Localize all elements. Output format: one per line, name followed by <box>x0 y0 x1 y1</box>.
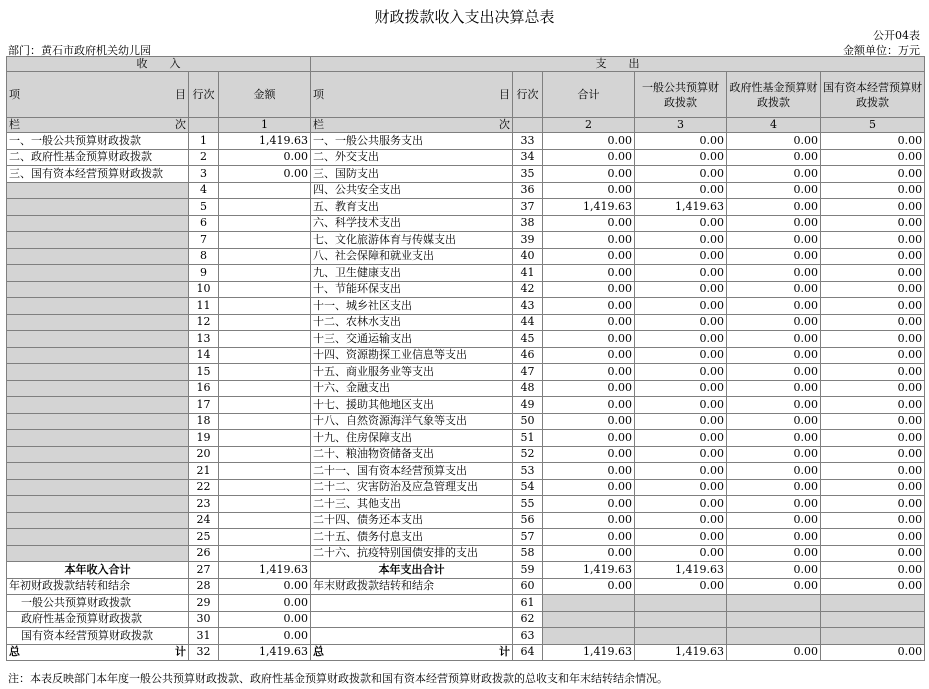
income-rowno-cell: 6 <box>189 215 219 232</box>
general-budget-cell: 0.00 <box>635 314 727 331</box>
income-item-cell <box>7 512 189 529</box>
expense-total-cell: 0.00 <box>543 545 635 562</box>
table-row <box>7 166 925 183</box>
expense-item-cell: 二十五、债务付息支出 <box>311 529 513 546</box>
table-row <box>7 545 925 562</box>
table-row <box>7 331 925 348</box>
expense-total-cell: 0.00 <box>543 430 635 447</box>
expense-rowno-cell: 57 <box>513 529 543 546</box>
expense-total-label: 本年支出合计 <box>311 562 513 579</box>
income-item-cell <box>7 232 189 249</box>
gov-fund-cell: 0.00 <box>727 298 821 315</box>
col-num-1: 1 <box>219 118 311 133</box>
table-row <box>7 364 925 381</box>
general-budget-cell: 0.00 <box>635 298 727 315</box>
income-amount-cell <box>219 232 311 249</box>
table-row <box>7 463 925 480</box>
state-capital-cell: 0.00 <box>821 215 925 232</box>
expense-rowno-cell: 49 <box>513 397 543 414</box>
expense-item-cell: 六、科学技术支出 <box>311 215 513 232</box>
page-title: 财政拨款收入支出决算总表 <box>374 8 555 26</box>
gov-fund-cell: 0.00 <box>727 166 821 183</box>
income-amount-cell <box>219 479 311 496</box>
income-item-cell: 二、政府性基金预算财政拨款 <box>7 149 189 166</box>
income-total-label: 本年收入合计 <box>7 562 189 579</box>
expense-item-cell: 十五、商业服务业等支出 <box>311 364 513 381</box>
expense-total-cell: 0.00 <box>543 314 635 331</box>
gov-fund-cell: 0.00 <box>727 430 821 447</box>
income-item-cell <box>7 364 189 381</box>
grand-total-label: 总 计 <box>7 644 189 661</box>
gov-fund-cell: 0.00 <box>727 446 821 463</box>
income-item-cell <box>7 496 189 513</box>
gov-fund-cell: 0.00 <box>727 413 821 430</box>
gov-fund-cell: 0.00 <box>727 265 821 282</box>
general-budget-cell: 0.00 <box>635 265 727 282</box>
income-rowno-cell: 17 <box>189 397 219 414</box>
state-capital-cell: 0.00 <box>821 446 925 463</box>
expense-total-cell: 0.00 <box>543 215 635 232</box>
income-rowno-cell: 5 <box>189 199 219 216</box>
expense-item-cell: 二十六、抗疫特别国债安排的支出 <box>311 545 513 562</box>
income-amount-cell <box>219 446 311 463</box>
table-row <box>7 397 925 414</box>
expense-total-cell: 0.00 <box>543 380 635 397</box>
expense-total-cell: 0.00 <box>543 265 635 282</box>
expense-total-header: 合计 <box>543 72 635 118</box>
income-item-cell <box>7 199 189 216</box>
table-row <box>7 347 925 364</box>
expense-item-cell: 五、教育支出 <box>311 199 513 216</box>
gov-fund-cell: 0.00 <box>727 545 821 562</box>
col-num-4: 4 <box>727 118 821 133</box>
income-rowno-cell: 21 <box>189 463 219 480</box>
expense-rowno-cell: 33 <box>513 133 543 150</box>
expense-total-cell: 0.00 <box>543 479 635 496</box>
state-capital-cell: 0.00 <box>821 545 925 562</box>
expense-item-cell: 二十三、其他支出 <box>311 496 513 513</box>
expense-rowno-cell: 53 <box>513 463 543 480</box>
general-budget-cell: 0.00 <box>635 364 727 381</box>
gov-fund-cell: 0.00 <box>727 496 821 513</box>
general-budget-cell: 0.00 <box>635 512 727 529</box>
general-budget-cell: 0.00 <box>635 133 727 150</box>
income-header: 收 入 <box>7 57 311 72</box>
income-item-cell <box>7 182 189 199</box>
table-row <box>7 479 925 496</box>
income-amount-cell <box>219 529 311 546</box>
gov-fund-cell: 0.00 <box>727 199 821 216</box>
general-budget-cell: 0.00 <box>635 446 727 463</box>
general-budget-cell: 0.00 <box>635 413 727 430</box>
expense-rowno-cell: 47 <box>513 364 543 381</box>
expense-item-header: 项 目 <box>311 72 513 118</box>
general-budget-cell: 0.00 <box>635 248 727 265</box>
state-capital-cell: 0.00 <box>821 149 925 166</box>
income-rowno-cell: 20 <box>189 446 219 463</box>
general-budget-cell: 1,419.63 <box>635 199 727 216</box>
expense-item-cell: 一、一般公共服务支出 <box>311 133 513 150</box>
expense-item-cell: 十八、自然资源海洋气象等支出 <box>311 413 513 430</box>
income-amount-header: 金额 <box>219 72 311 118</box>
income-item-cell <box>7 430 189 447</box>
expense-item-cell: 二、外交支出 <box>311 149 513 166</box>
fiscal-summary-table <box>6 56 925 661</box>
table-row <box>7 314 925 331</box>
carryover-row: 年初财政拨款结转和结余 28 0.00 年末财政拨款结转和结余 60 0.00 0.00 0.00 0.00 <box>7 578 925 595</box>
expense-rowno-header: 行次 <box>513 72 543 118</box>
expense-rowno-cell: 51 <box>513 430 543 447</box>
income-amount-cell <box>219 397 311 414</box>
expense-total-cell: 0.00 <box>543 248 635 265</box>
general-budget-cell: 0.00 <box>635 182 727 199</box>
expense-total-cell: 0.00 <box>543 133 635 150</box>
expense-item-cell: 二十、粮油物资储备支出 <box>311 446 513 463</box>
expense-rowno-cell: 50 <box>513 413 543 430</box>
expense-rowno-cell: 42 <box>513 281 543 298</box>
expense-total-cell: 0.00 <box>543 281 635 298</box>
expense-total-cell: 0.00 <box>543 364 635 381</box>
expense-item-cell: 十四、资源勘探工业信息等支出 <box>311 347 513 364</box>
expense-rowno-cell: 40 <box>513 248 543 265</box>
carryover-sub-row: 国有资本经营预算财政拨款 31 0.00 63 <box>7 628 925 645</box>
general-budget-cell: 0.00 <box>635 463 727 480</box>
income-rowno-cell: 10 <box>189 281 219 298</box>
income-rowno-cell: 8 <box>189 248 219 265</box>
general-budget-cell: 0.00 <box>635 529 727 546</box>
general-budget-cell: 0.00 <box>635 149 727 166</box>
grand-total-label: 总 计 <box>311 644 513 661</box>
income-amount-cell <box>219 182 311 199</box>
general-budget-cell: 0.00 <box>635 496 727 513</box>
income-rowno-header: 行次 <box>189 72 219 118</box>
income-rowno-cell: 1 <box>189 133 219 150</box>
state-capital-cell: 0.00 <box>821 479 925 496</box>
income-rowno-cell: 25 <box>189 529 219 546</box>
income-item-cell <box>7 479 189 496</box>
income-rowno-cell: 4 <box>189 182 219 199</box>
expense-item-cell: 二十一、国有资本经营预算支出 <box>311 463 513 480</box>
general-budget-cell: 0.00 <box>635 479 727 496</box>
table-row <box>7 232 925 249</box>
gov-fund-cell: 0.00 <box>727 281 821 298</box>
table-row <box>7 199 925 216</box>
expense-item-cell: 八、社会保障和就业支出 <box>311 248 513 265</box>
income-amount-cell <box>219 380 311 397</box>
table-row <box>7 529 925 546</box>
col-num-5: 5 <box>821 118 925 133</box>
income-rowno-cell: 13 <box>189 331 219 348</box>
table-row <box>7 149 925 166</box>
general-budget-cell: 0.00 <box>635 545 727 562</box>
state-capital-cell: 0.00 <box>821 232 925 249</box>
income-item-cell <box>7 314 189 331</box>
department-label: 部门：黄石市政府机关幼儿园 <box>8 44 151 57</box>
income-rowno-cell: 22 <box>189 479 219 496</box>
income-rowno-cell: 12 <box>189 314 219 331</box>
income-amount-cell <box>219 265 311 282</box>
table-row <box>7 265 925 282</box>
income-amount-cell: 0.00 <box>219 166 311 183</box>
expense-rowno-cell: 37 <box>513 199 543 216</box>
income-item-cell <box>7 545 189 562</box>
general-budget-cell: 0.00 <box>635 347 727 364</box>
table-row <box>7 248 925 265</box>
gov-fund-cell: 0.00 <box>727 512 821 529</box>
income-rowno-cell: 7 <box>189 232 219 249</box>
expense-total-cell: 0.00 <box>543 446 635 463</box>
state-capital-cell: 0.00 <box>821 265 925 282</box>
state-capital-cell: 0.00 <box>821 166 925 183</box>
expense-rowno-cell: 58 <box>513 545 543 562</box>
expense-rowno-cell: 54 <box>513 479 543 496</box>
gov-fund-cell: 0.00 <box>727 215 821 232</box>
form-number: 公开04表 <box>873 29 920 42</box>
begin-balance-label: 年初财政拨款结转和结余 <box>7 578 189 595</box>
col-num-3: 3 <box>635 118 727 133</box>
gov-fund-cell: 0.00 <box>727 248 821 265</box>
expense-total-cell: 0.00 <box>543 331 635 348</box>
expense-total-cell: 0.00 <box>543 413 635 430</box>
table-row <box>7 298 925 315</box>
expense-total-cell: 0.00 <box>543 347 635 364</box>
gov-fund-cell: 0.00 <box>727 380 821 397</box>
income-item-cell <box>7 463 189 480</box>
general-budget-cell: 0.00 <box>635 281 727 298</box>
general-budget-cell: 0.00 <box>635 380 727 397</box>
income-item-cell: 三、国有资本经营预算财政拨款 <box>7 166 189 183</box>
state-capital-cell: 0.00 <box>821 529 925 546</box>
expense-item-cell: 三、国防支出 <box>311 166 513 183</box>
expense-rowno-cell: 52 <box>513 446 543 463</box>
income-item-cell <box>7 380 189 397</box>
table-row <box>7 281 925 298</box>
income-rowno-cell: 24 <box>189 512 219 529</box>
header-row-colnums <box>7 118 925 133</box>
expense-rowno-cell: 35 <box>513 166 543 183</box>
expense-rowno-cell: 34 <box>513 149 543 166</box>
income-amount-cell <box>219 496 311 513</box>
gov-fund-cell: 0.00 <box>727 463 821 480</box>
expense-item-cell: 十一、城乡社区支出 <box>311 298 513 315</box>
income-amount-cell <box>219 248 311 265</box>
income-amount-cell <box>219 331 311 348</box>
income-item-cell <box>7 529 189 546</box>
income-amount-cell <box>219 413 311 430</box>
expense-item-cell: 十二、农林水支出 <box>311 314 513 331</box>
gov-fund-cell: 0.00 <box>727 232 821 249</box>
expense-rowno-cell: 44 <box>513 314 543 331</box>
income-item-header: 项 目 <box>7 72 189 118</box>
expense-rowno-cell: 41 <box>513 265 543 282</box>
col-label-cell: 栏 次 <box>311 118 513 133</box>
expense-total-cell: 0.00 <box>543 463 635 480</box>
gov-fund-cell: 0.00 <box>727 149 821 166</box>
state-capital-cell: 0.00 <box>821 380 925 397</box>
expense-total-cell: 0.00 <box>543 298 635 315</box>
footnote: 注：本表反映部门本年度一般公共预算财政拨款、政府性基金预算财政拨款和国有资本经营预算财政拨款的总收支和年末结转结余情况。 <box>8 672 668 685</box>
general-budget-cell: 0.00 <box>635 232 727 249</box>
expense-item-cell: 十七、援助其他地区支出 <box>311 397 513 414</box>
col-num-2: 2 <box>543 118 635 133</box>
income-rowno-cell: 14 <box>189 347 219 364</box>
state-capital-cell: 0.00 <box>821 413 925 430</box>
expense-rowno-cell: 36 <box>513 182 543 199</box>
gov-fund-cell: 0.00 <box>727 479 821 496</box>
gov-fund-header: 政府性基金预算财政拨款 <box>727 72 821 118</box>
income-rowno-cell: 19 <box>189 430 219 447</box>
income-item-cell <box>7 397 189 414</box>
expense-item-cell: 二十二、灾害防治及应急管理支出 <box>311 479 513 496</box>
gov-fund-cell: 0.00 <box>727 182 821 199</box>
carryover-sub-row: 政府性基金预算财政拨款 30 0.00 62 <box>7 611 925 628</box>
state-capital-cell: 0.00 <box>821 248 925 265</box>
table-row <box>7 496 925 513</box>
table-row <box>7 133 925 150</box>
income-item-cell <box>7 446 189 463</box>
income-item-cell <box>7 265 189 282</box>
expense-total-cell: 0.00 <box>543 149 635 166</box>
carryover-sub-row: 一般公共预算财政拨款 29 0.00 61 <box>7 595 925 612</box>
table-row <box>7 512 925 529</box>
income-amount-cell <box>219 281 311 298</box>
expense-rowno-cell: 55 <box>513 496 543 513</box>
income-item-cell <box>7 248 189 265</box>
income-item-cell <box>7 331 189 348</box>
gov-fund-cell: 0.00 <box>727 529 821 546</box>
expense-item-cell: 四、公共安全支出 <box>311 182 513 199</box>
table-row <box>7 430 925 447</box>
table-row <box>7 380 925 397</box>
state-capital-cell: 0.00 <box>821 512 925 529</box>
general-budget-cell: 0.00 <box>635 397 727 414</box>
expense-item-cell: 七、文化旅游体育与传媒支出 <box>311 232 513 249</box>
general-budget-cell: 0.00 <box>635 430 727 447</box>
income-rowno-cell: 2 <box>189 149 219 166</box>
end-balance-label: 年末财政拨款结转和结余 <box>311 578 513 595</box>
table-row <box>7 446 925 463</box>
expense-rowno-cell: 48 <box>513 380 543 397</box>
state-capital-cell: 0.00 <box>821 430 925 447</box>
grand-total-row: 总 计 32 1,419.63 总 计 64 1,419.63 1,419.63 0.00 0.00 <box>7 644 925 661</box>
income-amount-cell: 0.00 <box>219 149 311 166</box>
gov-fund-cell: 0.00 <box>727 397 821 414</box>
expense-rowno-cell: 46 <box>513 347 543 364</box>
expense-rowno-cell: 38 <box>513 215 543 232</box>
gov-fund-cell: 0.00 <box>727 364 821 381</box>
expense-total-cell: 0.00 <box>543 182 635 199</box>
expense-item-cell: 十九、住房保障支出 <box>311 430 513 447</box>
income-amount-cell <box>219 364 311 381</box>
general-budget-cell: 0.00 <box>635 331 727 348</box>
state-capital-cell: 0.00 <box>821 331 925 348</box>
col-label-cell: 栏 次 <box>7 118 189 133</box>
expense-total-cell: 0.00 <box>543 166 635 183</box>
expense-rowno-cell: 39 <box>513 232 543 249</box>
gov-fund-cell: 0.00 <box>727 133 821 150</box>
income-rowno-cell: 16 <box>189 380 219 397</box>
gov-fund-cell: 0.00 <box>727 331 821 348</box>
income-rowno-cell: 23 <box>189 496 219 513</box>
state-capital-cell: 0.00 <box>821 463 925 480</box>
expense-item-cell: 十、节能环保支出 <box>311 281 513 298</box>
income-amount-cell <box>219 463 311 480</box>
income-item-cell <box>7 347 189 364</box>
income-amount-cell <box>219 215 311 232</box>
expense-total-cell: 0.00 <box>543 529 635 546</box>
gov-fund-cell: 0.00 <box>727 347 821 364</box>
table-row <box>7 413 925 430</box>
income-item-cell: 一、一般公共预算财政拨款 <box>7 133 189 150</box>
expense-item-cell: 十三、交通运输支出 <box>311 331 513 348</box>
gov-fund-cell: 0.00 <box>727 314 821 331</box>
state-capital-cell: 0.00 <box>821 182 925 199</box>
income-rowno-cell: 15 <box>189 364 219 381</box>
income-rowno-cell: 26 <box>189 545 219 562</box>
header-row-sections <box>7 57 925 72</box>
expense-rowno-cell: 43 <box>513 298 543 315</box>
state-capital-header: 国有资本经营预算财政拨款 <box>821 72 925 118</box>
expense-rowno-cell: 45 <box>513 331 543 348</box>
income-rowno-cell: 3 <box>189 166 219 183</box>
unit-label: 金额单位：万元 <box>843 44 920 57</box>
income-amount-cell <box>219 347 311 364</box>
income-amount-cell <box>219 545 311 562</box>
expense-total-cell: 0.00 <box>543 512 635 529</box>
general-budget-cell: 0.00 <box>635 215 727 232</box>
income-item-cell <box>7 413 189 430</box>
expense-item-cell: 十六、金融支出 <box>311 380 513 397</box>
state-capital-cell: 0.00 <box>821 199 925 216</box>
income-rowno-cell: 11 <box>189 298 219 315</box>
income-rowno-cell: 9 <box>189 265 219 282</box>
income-item-cell <box>7 281 189 298</box>
income-amount-cell <box>219 314 311 331</box>
general-budget-header: 一般公共预算财政拨款 <box>635 72 727 118</box>
state-capital-cell: 0.00 <box>821 347 925 364</box>
expense-total-cell: 1,419.63 <box>543 199 635 216</box>
year-total-row: 本年收入合计 27 1,419.63 本年支出合计 59 1,419.63 1,419.63 0.00 0.00 <box>7 562 925 579</box>
table-row <box>7 182 925 199</box>
income-amount-cell <box>219 430 311 447</box>
header-row-columns <box>7 72 925 118</box>
state-capital-cell: 0.00 <box>821 364 925 381</box>
state-capital-cell: 0.00 <box>821 298 925 315</box>
expense-header: 支 出 <box>311 57 925 72</box>
state-capital-cell: 0.00 <box>821 133 925 150</box>
state-capital-cell: 0.00 <box>821 397 925 414</box>
income-item-cell <box>7 215 189 232</box>
table-row <box>7 215 925 232</box>
state-capital-cell: 0.00 <box>821 314 925 331</box>
expense-rowno-cell: 56 <box>513 512 543 529</box>
general-budget-cell: 0.00 <box>635 166 727 183</box>
state-capital-cell: 0.00 <box>821 496 925 513</box>
income-rowno-cell: 18 <box>189 413 219 430</box>
expense-item-cell: 九、卫生健康支出 <box>311 265 513 282</box>
income-amount-cell: 1,419.63 <box>219 133 311 150</box>
expense-total-cell: 0.00 <box>543 397 635 414</box>
income-amount-cell <box>219 199 311 216</box>
expense-total-cell: 0.00 <box>543 232 635 249</box>
state-capital-cell: 0.00 <box>821 281 925 298</box>
income-item-cell <box>7 298 189 315</box>
expense-total-cell: 0.00 <box>543 496 635 513</box>
income-amount-cell <box>219 512 311 529</box>
income-amount-cell <box>219 298 311 315</box>
expense-item-cell: 二十四、债务还本支出 <box>311 512 513 529</box>
